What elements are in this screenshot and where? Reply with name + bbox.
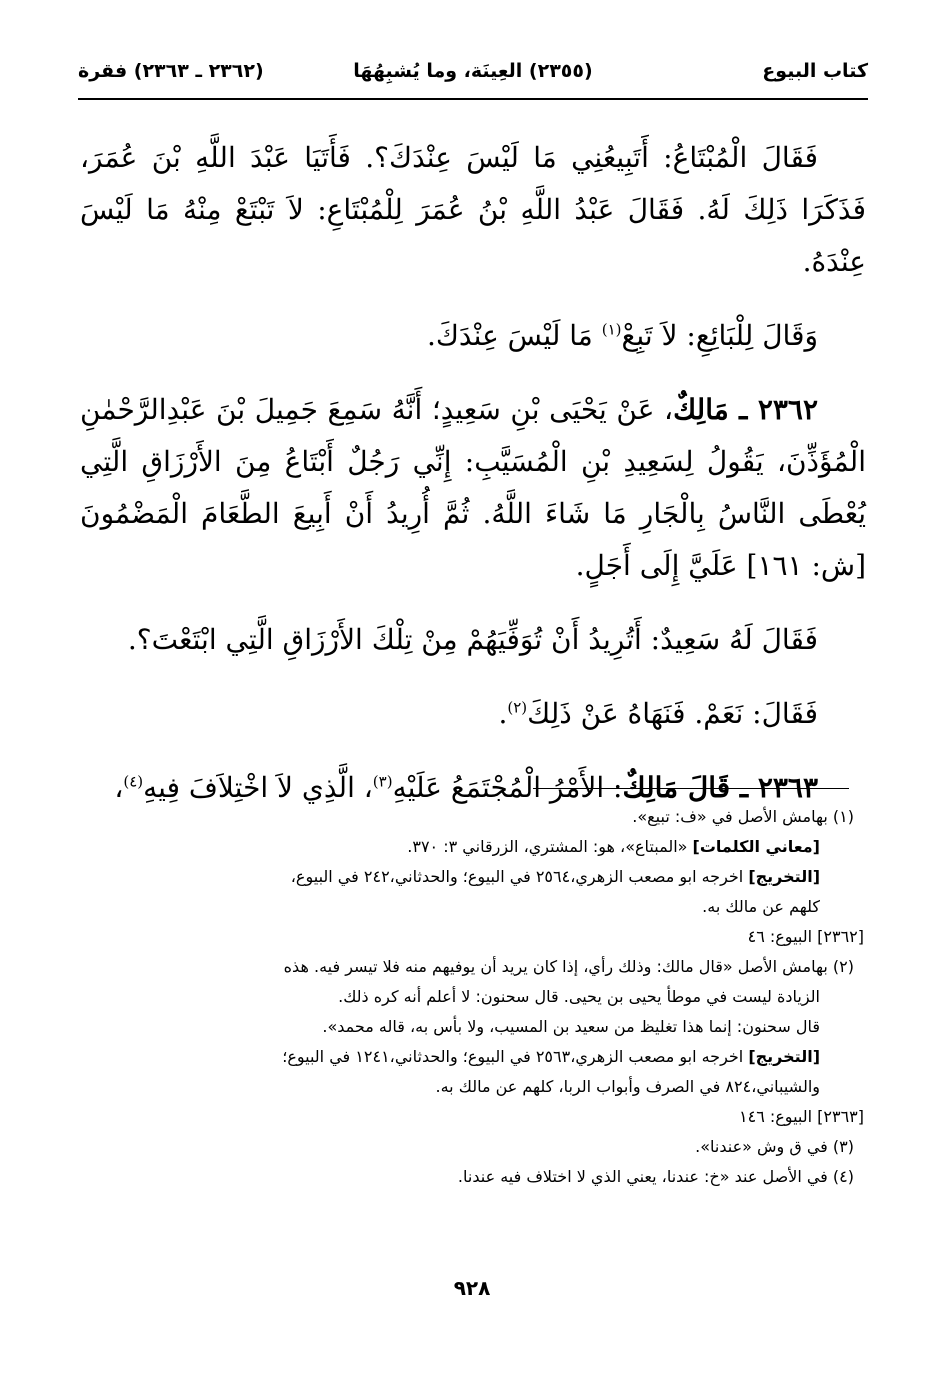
narrator-malik: مَالِكٌ (673, 393, 729, 426)
paragraph-2 (80, 310, 866, 362)
header-paragraph-range: (٢٣٦٢ ـ ٢٣٦٣) فقرة (78, 60, 264, 82)
paragraph-2362-line-1: ، عَنْ يَحْيَى بْنِ سَعِيدٍ؛ أَنَّهُ سَمِعَ جَمِيلَ بْنَ عَبْدِالرَّحْمٰنِ (80, 393, 674, 426)
paragraph-4 (80, 614, 866, 666)
paragraph-2363-text-2: ، الَّذِي لاَ اخْتِلاَفَ فِيهِ (143, 771, 373, 804)
paragraph-2362-line-2: الْمُؤَذِّنَ، يَقُولُ لِسَعِيدِ بْنِ الْمُسَيَّبِ: إِنِّي رَجُلٌ أَبْتَاعُ مِنَ الأَرْزَاقِ الَّتِي يُعْطَى (80, 445, 866, 530)
reference-2363: [٢٣٦٣] البيوع: ١٤٦ (739, 1107, 864, 1126)
main-text (80, 132, 866, 814)
header-chapter-title: (٢٣٥٥) العِينَة، وما يُشبِهُهَا (353, 60, 593, 82)
takhrij-text-2: اخرجه ابو مصعب الزهري،٢٥٦٣ في البيوع؛ والحدثاني،١٢٤١ في البيوع؛ (282, 1047, 749, 1066)
header-book-title: كتاب البيوع (762, 60, 868, 82)
footnote-1-takhrij-cont: كلهم عن مالك به. (702, 897, 820, 916)
reference-2362: [٢٣٦٢] البيوع: ٤٦ (747, 927, 864, 946)
paragraph-5-text: فَقَالَ: نَعَمْ. فَنَهَاهُ عَنْ ذَلِكَ (527, 697, 818, 730)
footnote-1: (١) بهامش الأصل في «ف: تبيع». (632, 807, 854, 826)
header-divider (78, 98, 868, 100)
paragraph-1-line-2: ذَلِكَ لَهُ. فَقَالَ عَبْدُ اللَّهِ بْنُ عُمَرَ لِلْمُبْتَاعِ: لاَ تَبْتَعْ مِنْهُ مَا لَيْسَ عِنْدَهُ. (80, 193, 866, 278)
footnote-ref-2[interactable]: (٢) (507, 698, 528, 717)
page-number: ٩٢٨ (453, 1276, 491, 1300)
paragraph-2362-line-3: النَّاسُ بِالْجَارِ مَا شَاءَ اللَّهُ. ثُمَّ أُرِيدُ أَنْ أَبِيعَ الطَّعَامَ الْمَضْمُونَ [ش: ١٦١] (80, 497, 866, 582)
narrator-qala-malik: قَالَ مَالِكٌ (622, 771, 731, 804)
paragraph-4-text: فَقَالَ لَهُ سَعِيدٌ: أَتُرِيدُ أَنْ تُوَفِّيَهُمْ مِنْ تِلْكَ الأَرْزَاقِ الَّتِي ابْتَعْتَ؟. (127, 623, 818, 656)
takhrij-tag-2: [التخريج] (748, 1047, 820, 1066)
footnote-2-line-3: قال سحنون: إنما هذا تغليظ من سعيد بن المسيب، ولا بأس به، قاله محمد». (322, 1017, 820, 1036)
paragraph-1-line-1: فَقَالَ الْمُبْتَاعُ: أَتَبِيعُنِي مَا لَيْسَ عِنْدَكَ؟. فَأَتَيَا عَبْدَ اللَّهِ بْنَ عُمَرَ، فَذَكَرَا (80, 141, 866, 226)
paragraph-5 (80, 688, 866, 740)
footnote-2-line-2: الزيادة ليست في موطأ يحيى بن يحيى. قال سحنون: لا أعلم أنه كره ذلك. (338, 987, 820, 1006)
meanings-tag: [معاني الكلمات] (692, 837, 820, 856)
footnote-1-meanings (80, 832, 854, 862)
paragraph-2-text: وَقَالَ لِلْبَائِعِ: لاَ تَبِعْ (621, 319, 818, 352)
footnote-ref-4[interactable]: (٤) (123, 772, 144, 791)
hadith-number-2363: ٢٣٦٣ ـ (730, 771, 818, 804)
takhrij-text: اخرجه ابو مصعب الزهري،٢٥٦٤ في البيوع؛ والحدثاني،٢٤٢ في البيوع، (290, 867, 749, 886)
footnote-2-takhrij (80, 1042, 854, 1072)
meanings-text: «المبتاع»، هو: المشتري، الزرقاني ٣: ٣٧٠. (407, 837, 693, 856)
paragraph-2363-text-1: : الأَمْرُ الْمُجْتَمَعُ عَلَيْهِ (392, 771, 623, 804)
footnotes (80, 802, 864, 1192)
footnote-2-line-1: (٢) بهامش الأصل «قال مالك: وذلك رأي، إذا كان يريد أن يوفيهم منه فلا تيسر فيه. هذه (283, 957, 854, 976)
paragraph-2363-end: ، (114, 771, 124, 804)
footnote-divider (533, 788, 849, 789)
footnote-3: (٣) في ق وش «عندنا». (695, 1137, 854, 1156)
footnote-1-takhrij (80, 862, 854, 892)
paragraph-2-text-end: مَا لَيْسَ عِنْدَكَ. (426, 319, 602, 352)
footnote-ref-3[interactable]: (٣) (372, 772, 393, 791)
footnote-ref-1[interactable]: (١) (601, 320, 622, 339)
paragraph-1 (80, 132, 866, 288)
paragraph-2362-line-4: عَلَيَّ إِلَى أَجَلٍ. (575, 549, 738, 582)
takhrij-tag: [التخريج] (748, 867, 820, 886)
paragraph-5-end: . (498, 697, 508, 730)
footnote-2-takhrij-cont: والشيباني،٨٢٤ في الصرف وأبواب الربا، كلهم عن مالك به. (435, 1077, 820, 1096)
hadith-number-2362: ٢٣٦٢ ـ (728, 393, 818, 426)
paragraph-2362 (80, 384, 866, 592)
footnote-4: (٤) في الأصل عند «خ: عندنا، يعني الذي لا اختلاف فيه عندنا. (457, 1167, 854, 1186)
running-header (78, 56, 868, 96)
